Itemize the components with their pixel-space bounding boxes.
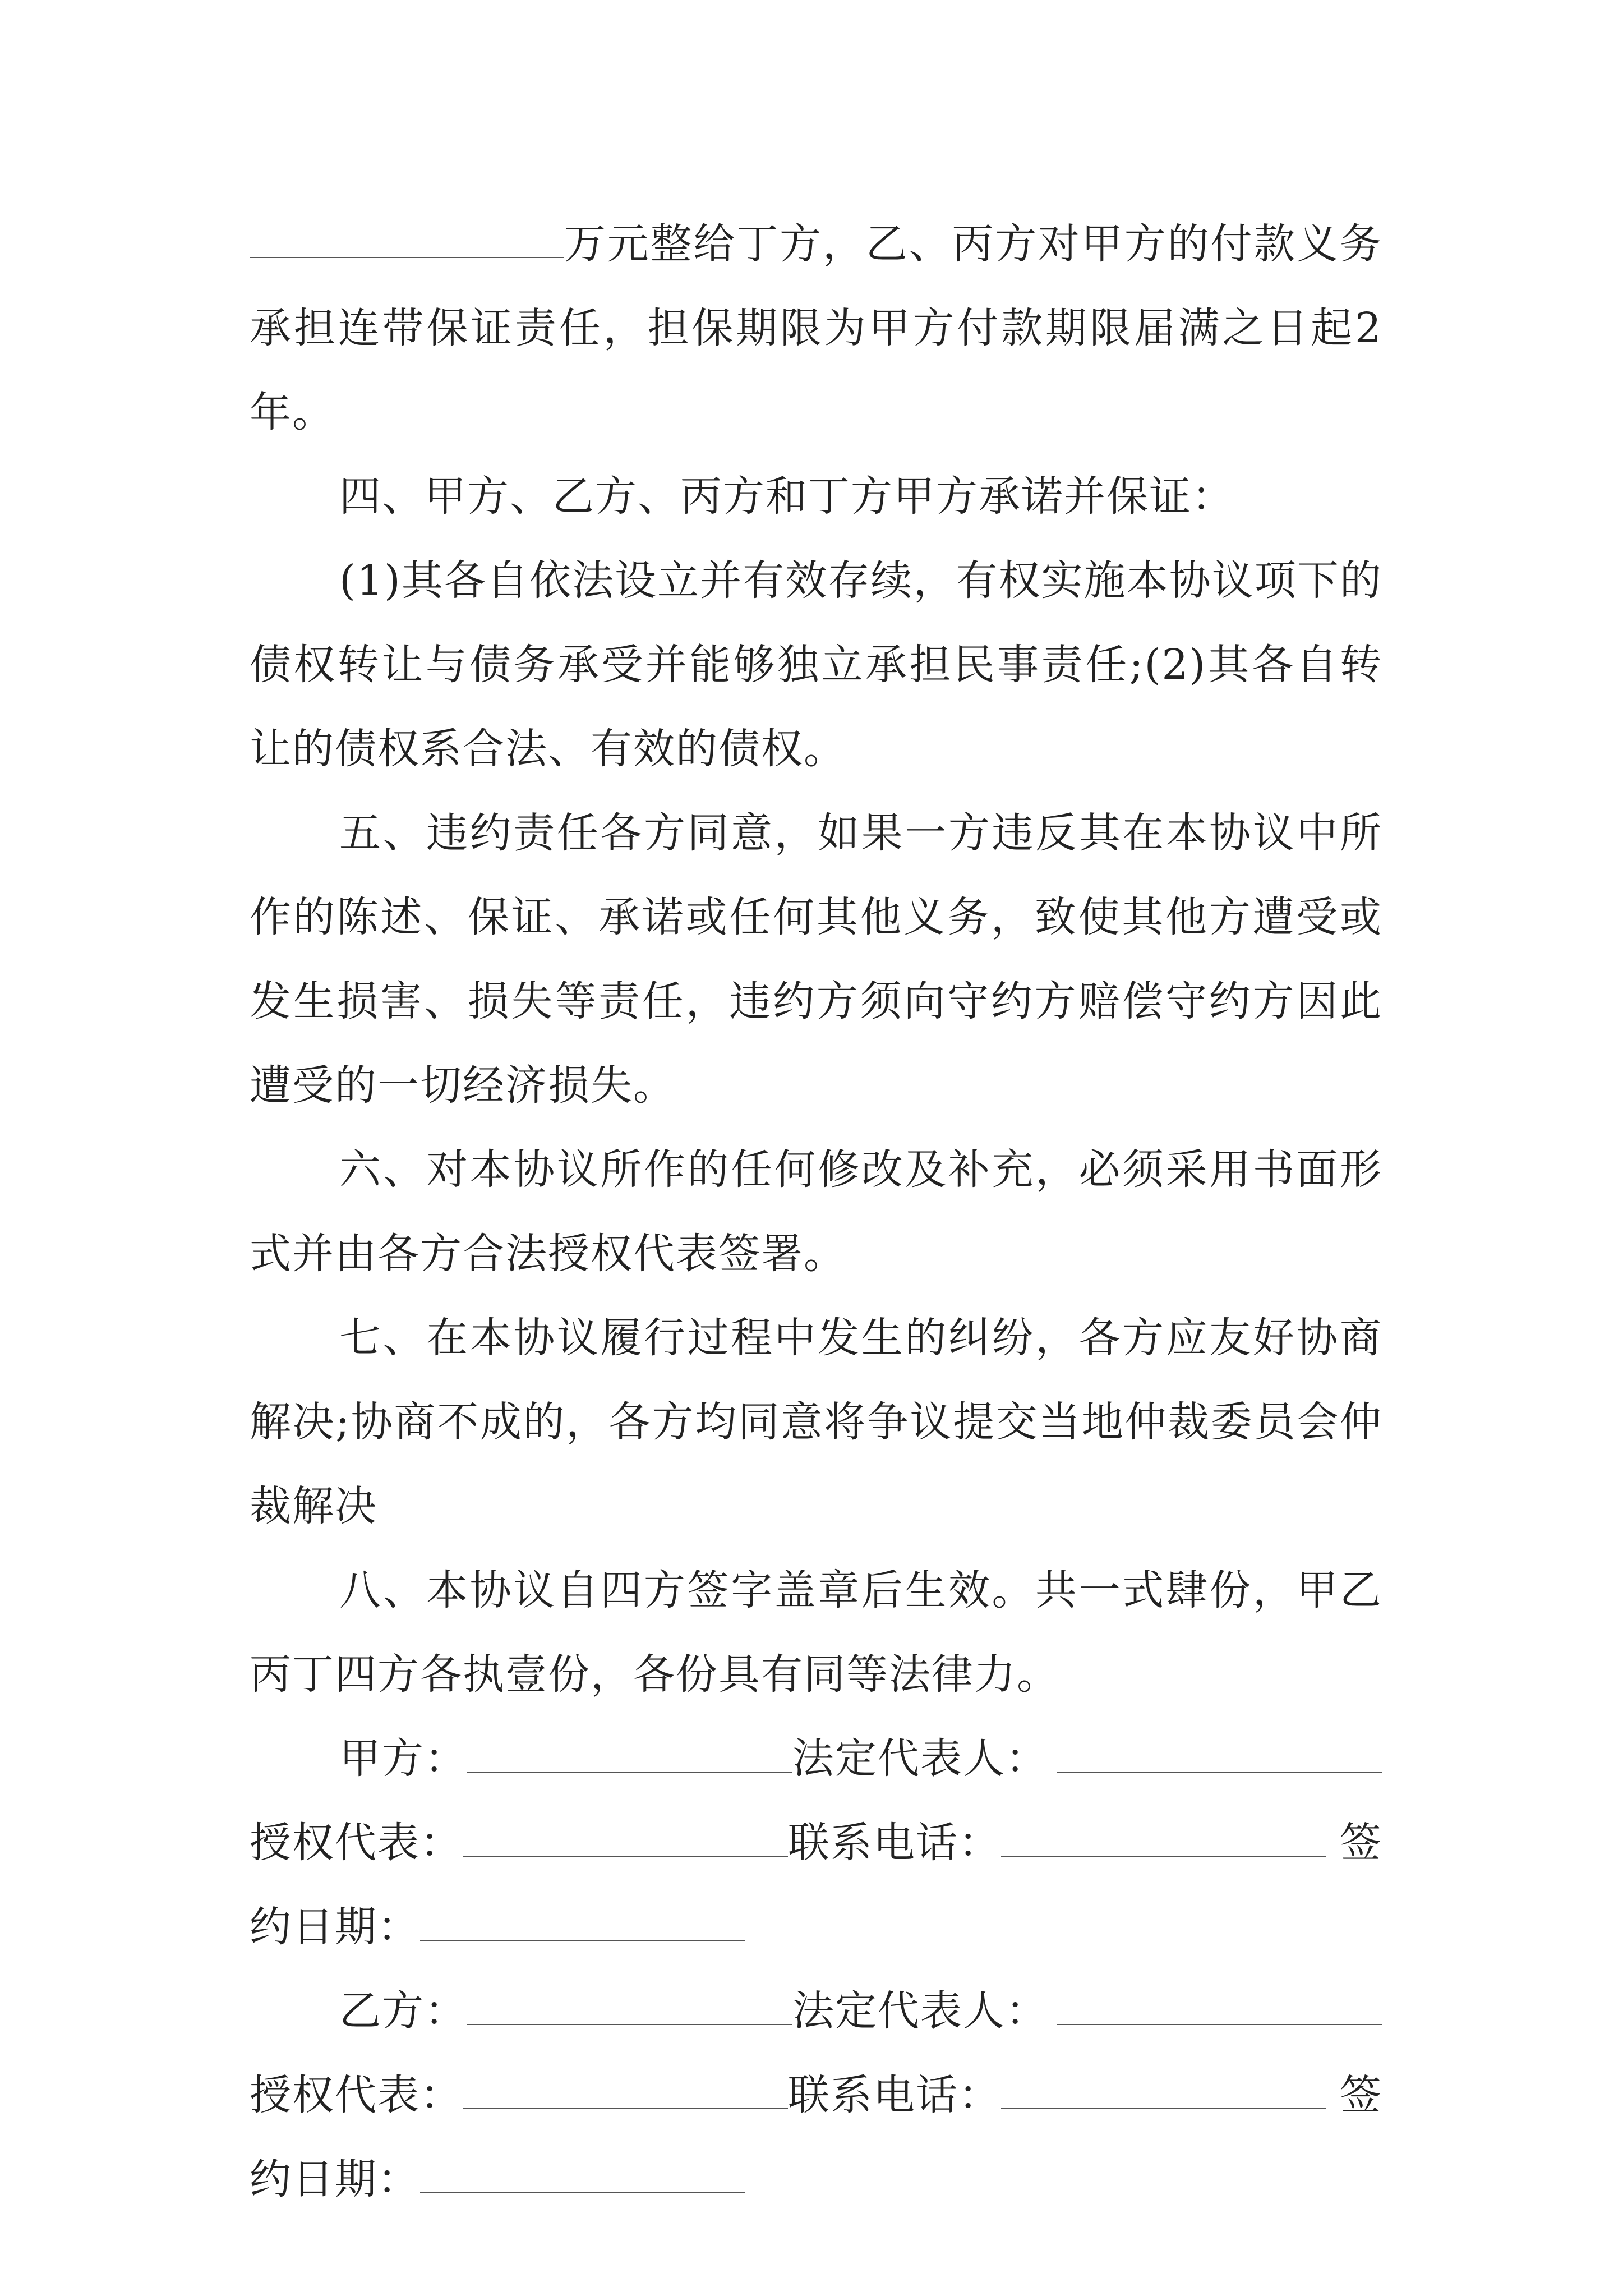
signature-row — [250, 1801, 1382, 1885]
party-a-label: 甲方： — [339, 1734, 467, 1783]
party-a-auth-rep-field[interactable] — [463, 1828, 788, 1857]
document-page — [250, 202, 1382, 2221]
signature-row — [250, 1885, 1382, 1969]
paragraph-section-5: 五、违约责任各方同意，如果一方违反其在本协议中所作的陈述、保证、承诺或任何其他义务，致使其他方遭受或发生损害、损失等责任，违约方须向守约方赔偿守约方因此遭受的一切经济损失。 — [250, 809, 1382, 1110]
party-a-legal-rep-field[interactable] — [1057, 1743, 1382, 1773]
date-label-start: 签 — [1340, 2071, 1382, 2119]
signature-row — [250, 1717, 1382, 1801]
paragraph-text: 万元整给丁方，乙、丙方对甲方的付款义务承担连带保证责任，担保期限为甲方付款期限届满之日起2年。 — [250, 220, 1382, 436]
signature-block-party-a — [250, 1717, 1382, 1969]
legal-rep-label: 法定代表人： — [792, 1734, 1048, 1783]
date-label-start: 签 — [1340, 1819, 1382, 1867]
party-b-name-field[interactable] — [467, 1996, 792, 2025]
paragraph-section-6: 六、对本协议所作的任何修改及补充，必须采用书面形式并由各方合法授权代表签署。 — [250, 1145, 1382, 1278]
auth-rep-label: 授权代表： — [250, 1819, 463, 1867]
paragraph-section-7: 七、在本协议履行过程中发生的纠纷，各方应友好协商解决;协商不成的，各方均同意将争议提交当地仲裁委员会仲裁解决 — [250, 1314, 1382, 1530]
auth-rep-label: 授权代表： — [250, 2071, 463, 2119]
signature-row — [250, 2137, 1382, 2221]
party-b-label: 乙方： — [339, 1987, 467, 2035]
paragraph-section-8: 八、本协议自四方签字盖章后生效。共一式肆份，甲乙丙丁四方各执壹份，各份具有同等法律力。 — [250, 1566, 1382, 1699]
party-a-date-field[interactable] — [420, 1912, 745, 1941]
paragraph-section-4-items: (1)其各自依法设立并有效存续，有权实施本协议项下的债权转让与债务承受并能够独立承担民事责任;(2)其各自转让的债权系合法、有效的债权。 — [250, 556, 1382, 773]
party-b-date-field[interactable] — [420, 2164, 745, 2193]
party-b-legal-rep-field[interactable] — [1057, 1996, 1382, 2025]
signature-row — [250, 1969, 1382, 2053]
party-b-auth-rep-field[interactable] — [463, 2080, 788, 2109]
party-a-name-field[interactable] — [467, 1743, 792, 1773]
party-b-phone-field[interactable] — [1001, 2080, 1326, 2109]
paragraph-payment-guarantee — [250, 202, 1382, 454]
phone-label: 联系电话： — [788, 1819, 1001, 1867]
date-label: 约日期： — [250, 1903, 420, 1951]
signature-row — [250, 2053, 1382, 2137]
party-a-phone-field[interactable] — [1001, 1828, 1326, 1857]
paragraph-section-4: 四、甲方、乙方、丙方和丁方甲方承诺并保证： — [339, 472, 1234, 521]
phone-label: 联系电话： — [788, 2071, 1001, 2119]
legal-rep-label: 法定代表人： — [792, 1987, 1048, 2035]
amount-blank[interactable] — [250, 229, 564, 258]
date-label: 约日期： — [250, 2155, 420, 2203]
signature-block-party-b — [250, 1969, 1382, 2221]
